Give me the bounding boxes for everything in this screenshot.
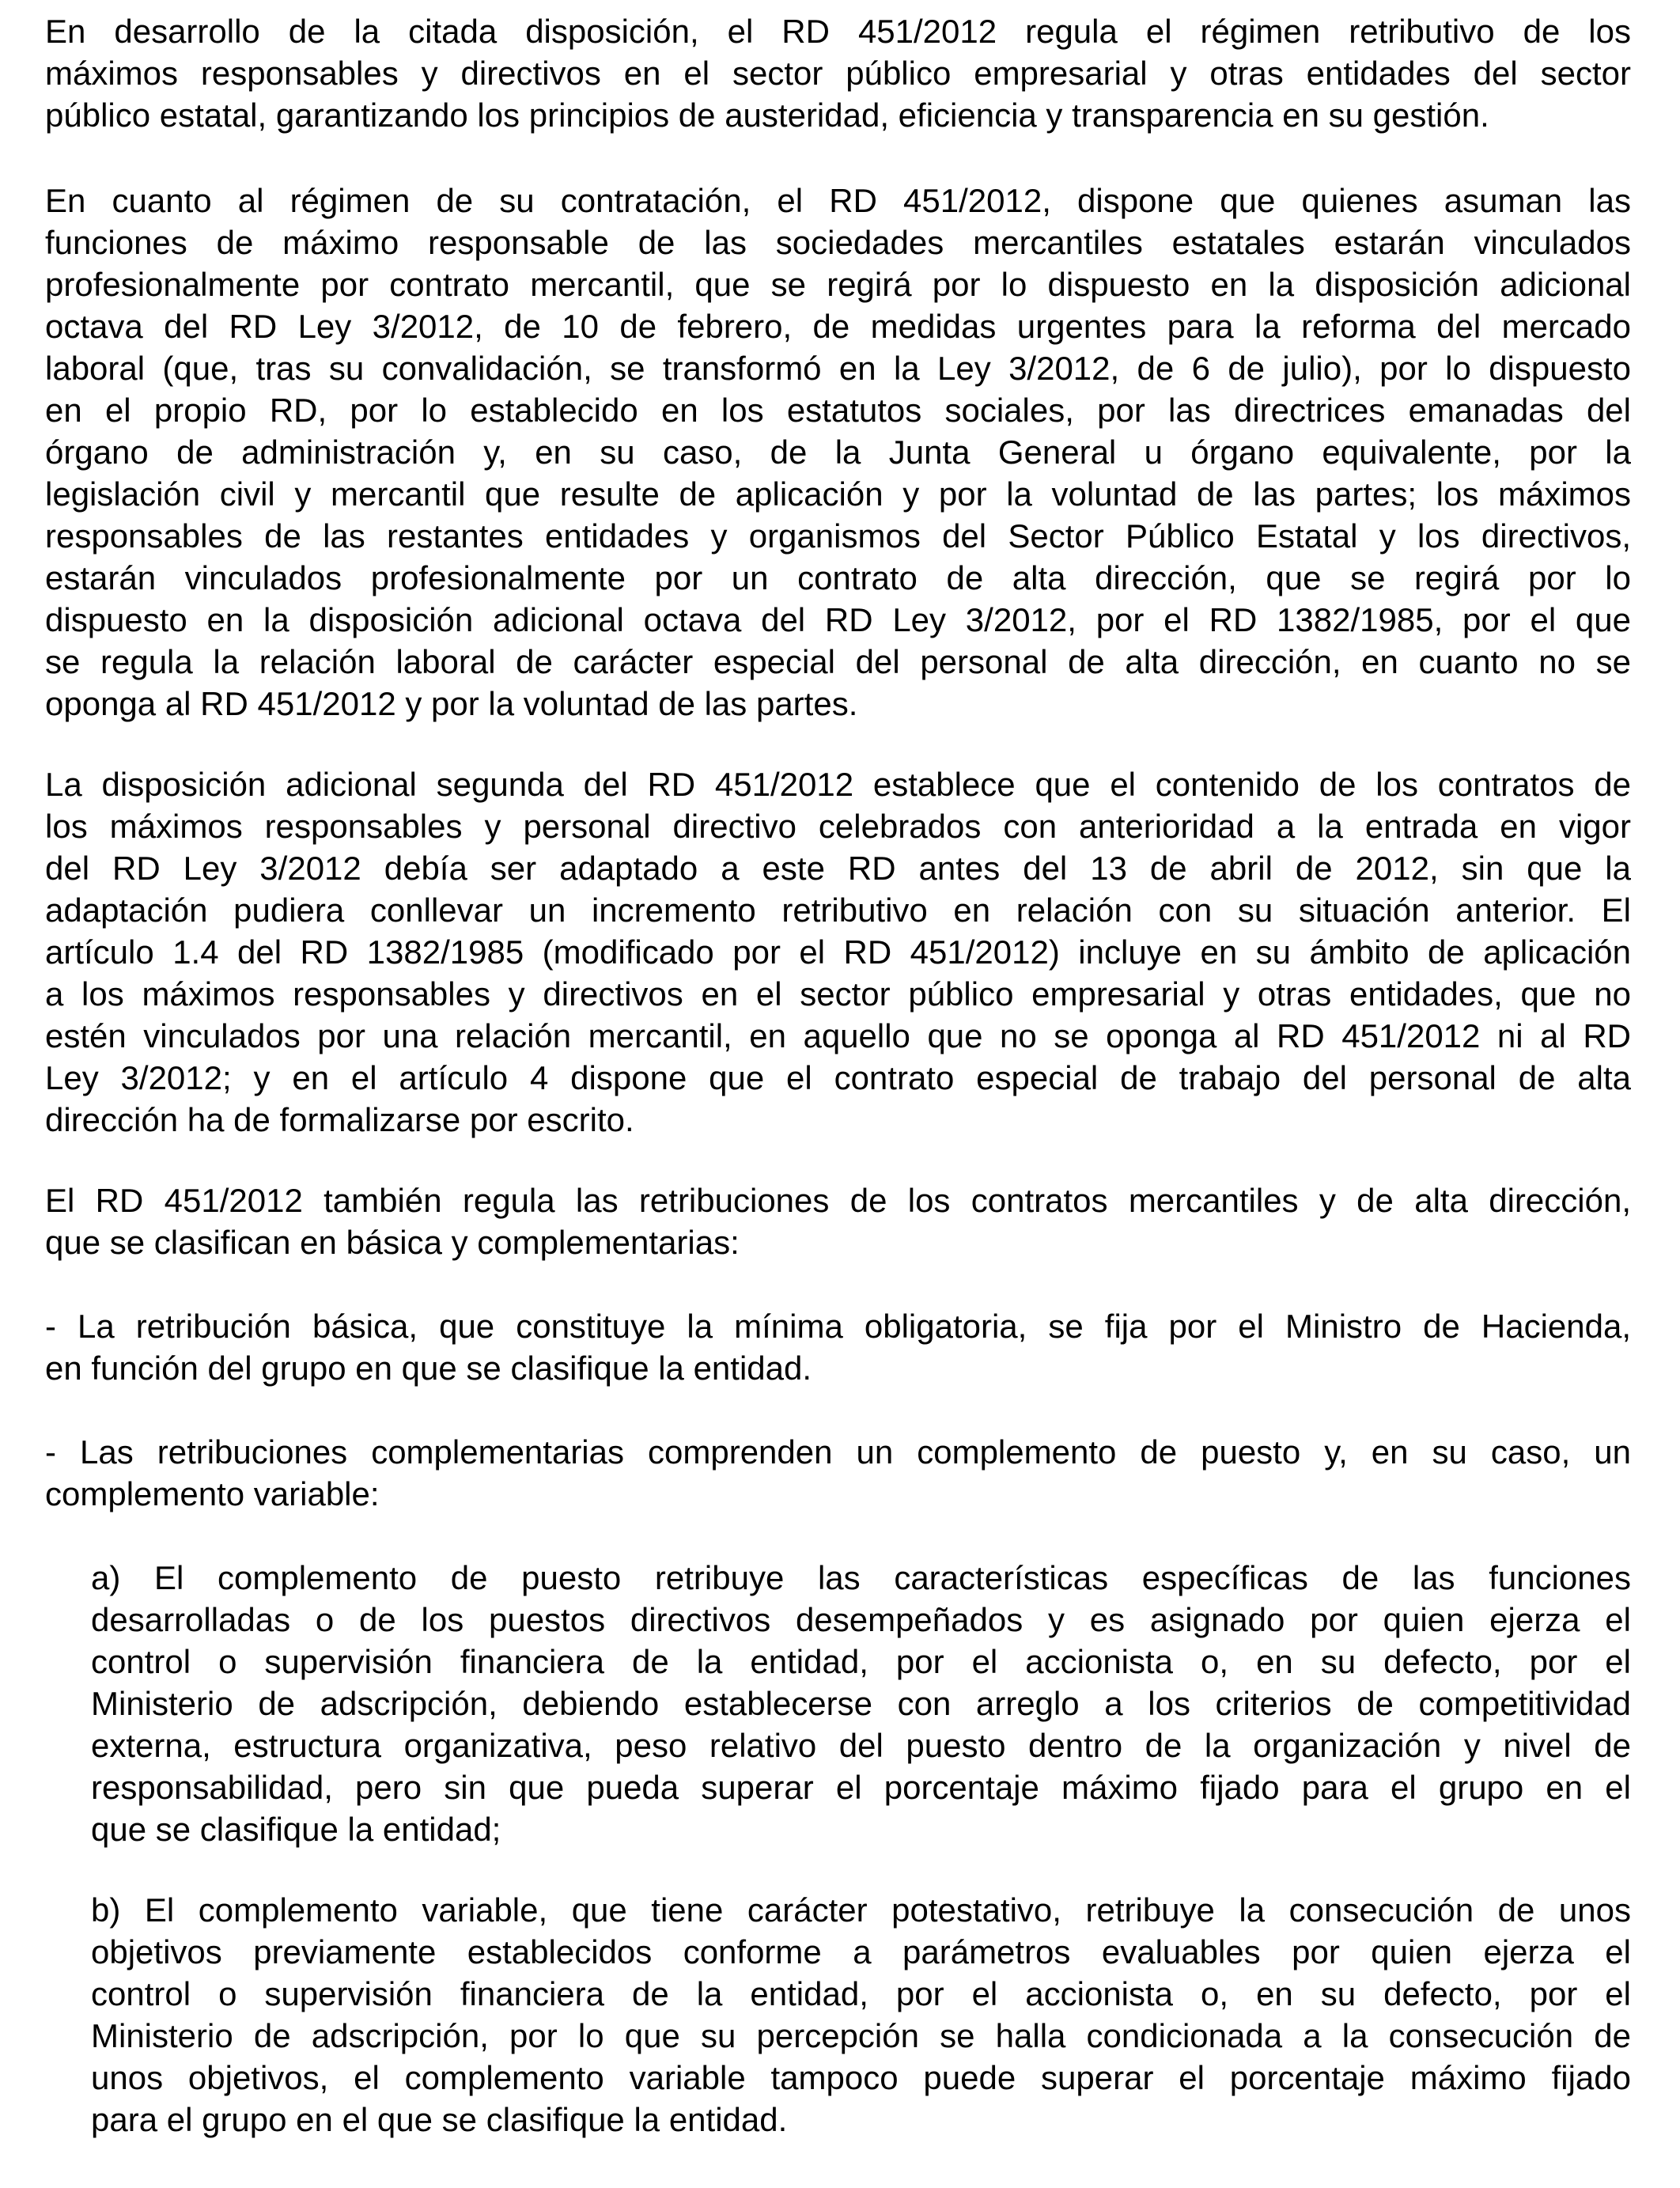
text-line: El RD 451/2012 también regula las retribuciones de los contratos mercantiles y de alta dirección, (45, 1182, 1631, 1219)
text-line: se regula la relación laboral de carácter especial del personal de alta dirección, en cuanto no se (45, 643, 1631, 680)
text-line: control o supervisión financiera de la entidad, por el accionista o, en su defecto, por el (91, 1643, 1631, 1680)
text-line: - Las retribuciones complementarias comprenden un complemento de puesto y, en su caso, un (45, 1433, 1631, 1471)
text-line: que se clasifican en básica y complementarias: (45, 1224, 740, 1261)
text-line: público estatal, garantizando los principios de austeridad, eficiencia y transparencia en su gestión. (45, 97, 1489, 134)
text-line: laboral (que, tras su convalidación, se transformó en la Ley 3/2012, de 6 de julio), por lo dispuesto (45, 350, 1631, 387)
text-line: en función del grupo en que se clasifique la entidad. (45, 1350, 812, 1387)
text-line: a) El complemento de puesto retribuye las características específicas de las funciones (91, 1559, 1631, 1596)
text-line: del RD Ley 3/2012 debía ser adaptado a este RD antes del 13 de abril de 2012, sin que la (45, 850, 1631, 887)
text-line: artículo 1.4 del RD 1382/1985 (modificado por el RD 451/2012) incluye en su ámbito de aplicación (45, 933, 1631, 971)
text-line: octava del RD Ley 3/2012, de 10 de febrero, de medidas urgentes para la reforma del mercado (45, 308, 1631, 345)
text-line: para el grupo en el que se clasifique la entidad. (91, 2101, 788, 2138)
text-line: legislación civil y mercantil que resulte de aplicación y por la voluntad de las partes; los máximos (45, 475, 1631, 513)
text-line: en el propio RD, por lo establecido en los estatutos sociales, por las directrices emanadas del (45, 392, 1631, 429)
text-line: a los máximos responsables y directivos en el sector público empresarial y otras entidades, que no (45, 975, 1631, 1013)
text-line: los máximos responsables y personal directivo celebrados con anterioridad a la entrada en vigor (45, 808, 1631, 845)
text-line: En cuanto al régimen de su contratación, el RD 451/2012, dispone que quienes asuman las (45, 182, 1631, 219)
text-line: Ministerio de adscripción, debiendo establecerse con arreglo a los criterios de competitividad (91, 1685, 1631, 1722)
sub-item-a-complemento-de-puesto (91, 1557, 1631, 1850)
text-line: desarrolladas o de los puestos directivos desempeñados y es asignado por quien ejerza el (91, 1601, 1631, 1638)
text-line: dirección ha de formalizarse por escrito. (45, 1101, 634, 1138)
text-line: Ley 3/2012; y en el artículo 4 dispone que el contrato especial de trabajo del personal de alta (45, 1059, 1631, 1096)
text-line: En desarrollo de la citada disposición, el RD 451/2012 regula el régimen retributivo de los (45, 13, 1631, 50)
text-line: objetivos previamente establecidos conforme a parámetros evaluables por quien ejerza el (91, 1933, 1631, 1970)
text-line: - La retribución básica, que constituye la mínima obligatoria, se fija por el Ministro de Hacienda, (45, 1308, 1631, 1345)
text-line: estén vinculados por una relación mercantil, en aquello que no se oponga al RD 451/2012 ni al RD (45, 1017, 1631, 1054)
text-line: máximos responsables y directivos en el sector público empresarial y otras entidades del sector (45, 55, 1631, 92)
text-line: externa, estructura organizativa, peso relativo del puesto dentro de la organización y nivel de (91, 1727, 1631, 1764)
paragraph-4 (45, 1179, 1631, 1263)
text-line: funciones de máximo responsable de las sociedades mercantiles estatales estarán vinculados (45, 224, 1631, 261)
text-line: adaptación pudiera conllevar un incremento retributivo en relación con su situación anterior. El (45, 891, 1631, 929)
text-line: Ministerio de adscripción, por lo que su percepción se halla condicionada a la consecución de (91, 2017, 1631, 2054)
text-line: complemento variable: (45, 1475, 380, 1512)
text-line: que se clasifique la entidad; (91, 1811, 501, 1848)
paragraph-2 (45, 180, 1631, 725)
text-line: dispuesto en la disposición adicional octava del RD Ley 3/2012, por el RD 1382/1985, por el que (45, 601, 1631, 638)
sub-item-b-complemento-variable (91, 1889, 1631, 2141)
text-line: b) El complemento variable, que tiene carácter potestativo, retribuye la consecución de unos (91, 1891, 1631, 1929)
text-line: control o supervisión financiera de la entidad, por el accionista o, en su defecto, por el (91, 1975, 1631, 2012)
text-line: unos objetivos, el complemento variable tampoco puede superar el porcentaje máximo fijado (91, 2059, 1631, 2096)
text-line: responsables de las restantes entidades y organismos del Sector Público Estatal y los directivos, (45, 517, 1631, 555)
text-line: La disposición adicional segunda del RD 451/2012 establece que el contenido de los contratos de (45, 766, 1631, 803)
list-item-retribucion-basica (45, 1305, 1631, 1389)
list-item-retribuciones-complementarias (45, 1431, 1631, 1515)
paragraph-3 (45, 763, 1631, 1141)
text-line: órgano de administración y, en su caso, de la Junta General u órgano equivalente, por la (45, 433, 1631, 471)
text-line: estarán vinculados profesionalmente por un contrato de alta dirección, que se regirá por lo (45, 559, 1631, 596)
paragraph-1 (45, 10, 1631, 136)
text-line: oponga al RD 451/2012 y por la voluntad de las partes. (45, 685, 858, 722)
text-line: responsabilidad, pero sin que pueda superar el porcentaje máximo fijado para el grupo en el (91, 1769, 1631, 1806)
text-line: profesionalmente por contrato mercantil, que se regirá por lo dispuesto en la disposición adicional (45, 266, 1631, 303)
